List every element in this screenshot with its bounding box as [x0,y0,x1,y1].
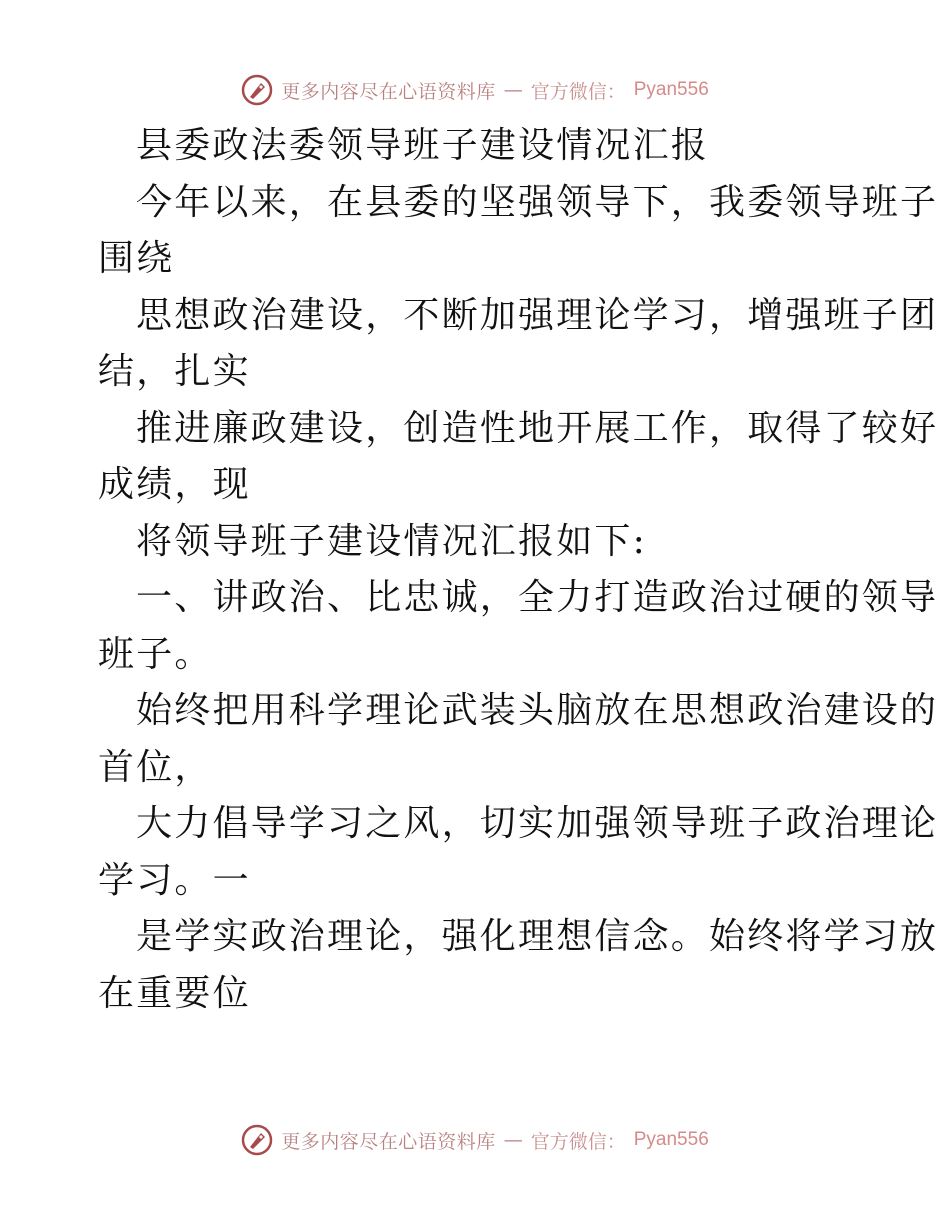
pen-nib-logo-icon [241,74,273,106]
doc-line: 成绩，现 [98,464,251,505]
doc-line: 班子。 [98,633,213,675]
watermark-handle: Pyan556 [633,79,709,100]
doc-line: 结，扎实 [98,351,251,392]
doc-line: 思想政治建设，不断加强理论学习，增强班子团 [136,294,939,336]
doc-line: 将领导班子建设情况汇报如下: [136,520,647,562]
doc-line: 大力倡导学习之风，切实加强领导班子政治理论 [136,803,939,844]
doc-line: 在重要位 [98,972,251,1014]
document-body [98,118,939,1022]
doc-line: 今年以来，在县委的坚强领导下，我委领导班子 [136,181,939,223]
doc-line: 推进廉政建设，创造性地开展工作，取得了较好 [136,407,939,449]
doc-line: 首位， [98,746,213,788]
doc-line: 围绕 [98,238,175,279]
watermark-separator: — [503,1129,523,1151]
footer-watermark [0,1120,950,1160]
doc-line: 是学实政治理论，强化理想信念。始终将学习放 [136,916,939,957]
watermark-text: 更多内容尽在心语资料库 [281,80,496,103]
watermark-separator: — [503,79,523,101]
header-watermark [0,70,950,110]
doc-line: 始终把用科学理论武装头脑放在思想政治建设的 [136,690,939,731]
pen-nib-logo-icon [241,1124,273,1156]
watermark-handle: Pyan556 [633,1129,709,1150]
doc-title: 县委政法委领导班子建设情况汇报 [136,125,710,166]
watermark-label: 官方微信： [530,80,626,103]
watermark-label: 官方微信： [530,1130,626,1153]
watermark-text: 更多内容尽在心语资料库 [281,1130,496,1153]
doc-section-heading: 一、讲政治、比忠诚，全力打造政治过硬的领导 [136,577,939,618]
doc-line: 学习。一 [98,859,251,901]
